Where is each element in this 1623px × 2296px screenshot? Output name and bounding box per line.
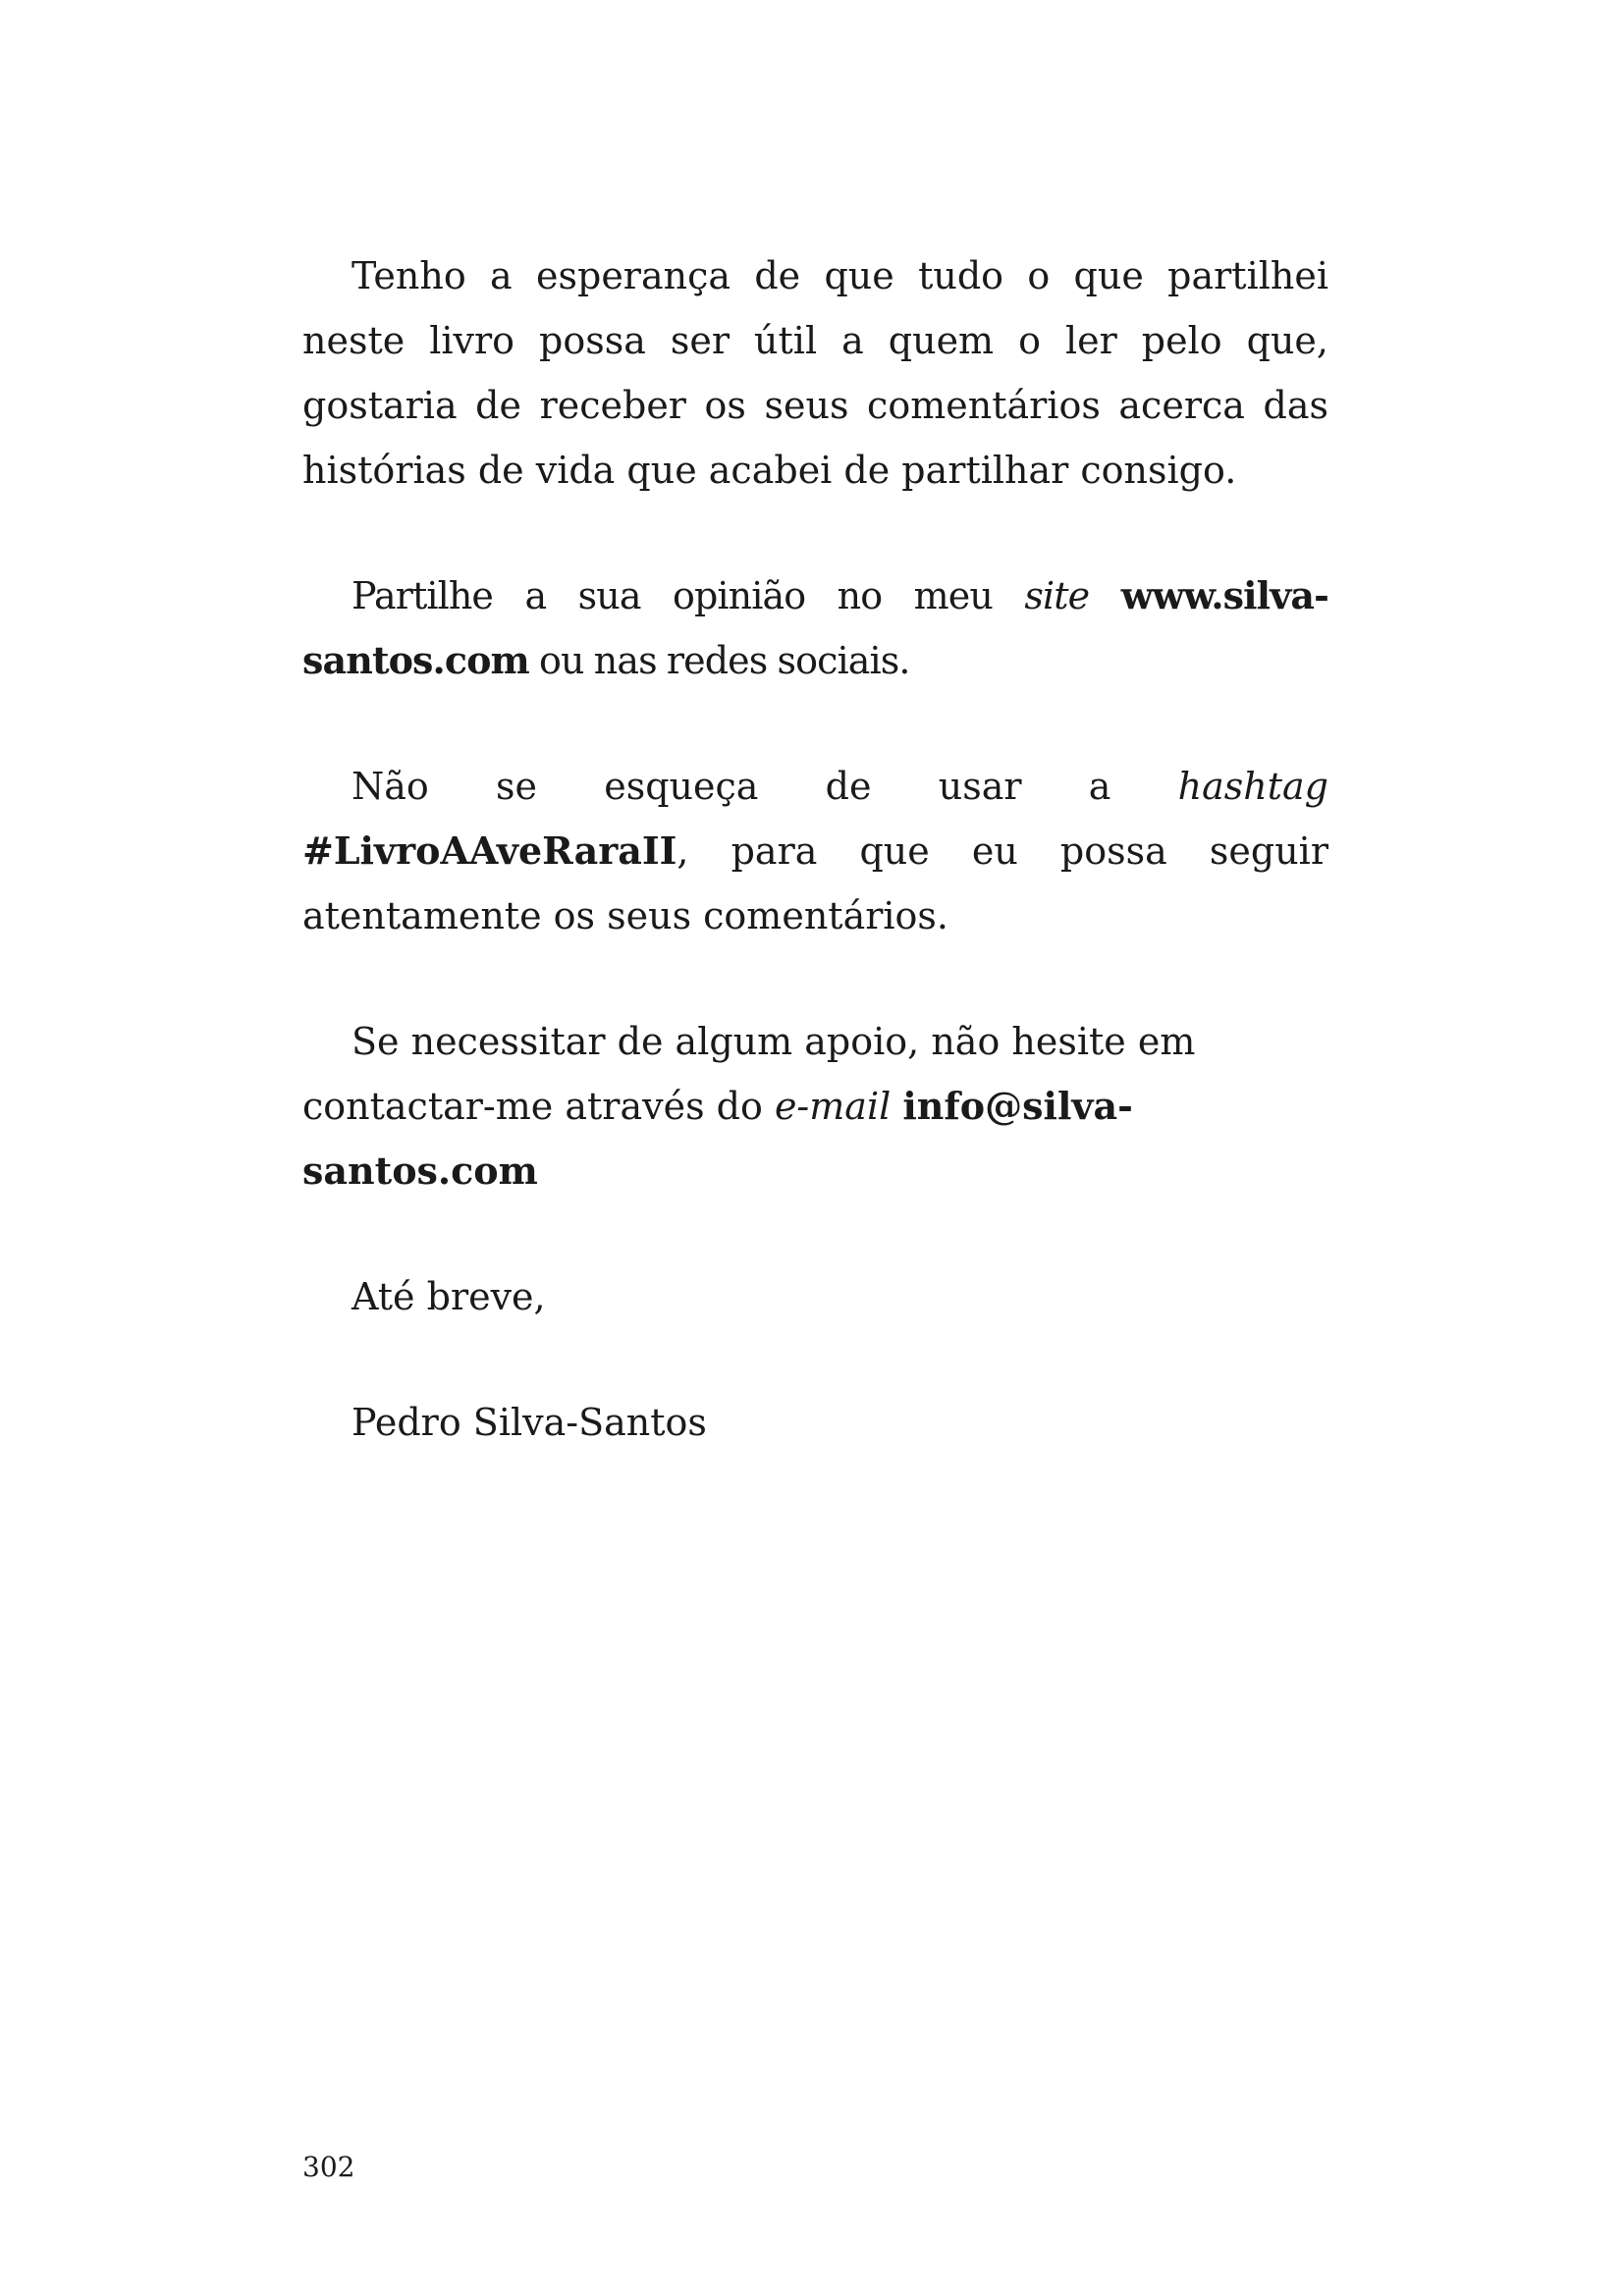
email-word: e-mail (774, 1085, 892, 1128)
share-text-after: ou nas redes sociais. (539, 639, 910, 682)
hashtag-value: #LivroAAveRaraII (302, 828, 677, 873)
closing-line: Até breve, (352, 1275, 546, 1318)
website-link[interactable]: www.silva-santos.com (302, 573, 1328, 682)
signature: Pedro Silva-Santos (352, 1401, 707, 1444)
paragraph-hope: Tenho a esperança de que tudo o que partilhei neste livro possa ser útil a quem o ler pelo que, gostaria de receber os seus comentários acerca das histórias de vida que acabei de partilhar consigo. (302, 254, 1328, 492)
share-text: Partilhe a sua opinião no meu (352, 574, 1025, 617)
hashtag-text: Não se esqueça de usar a (352, 765, 1178, 808)
paragraph-hashtag (302, 754, 1328, 948)
paragraph-share-opinion (302, 563, 1328, 693)
hashtag-word: hashtag (1177, 765, 1328, 808)
hashtag-text-after: , para que eu possa seguir atentamente os seus comentários. (302, 829, 1328, 937)
support-text: Se necessitar de algum apoio, não hesite em contactar-me através do (302, 1020, 1196, 1128)
page-number: 302 (302, 2151, 355, 2183)
page-body (302, 243, 1328, 1516)
site-word: site (1024, 574, 1090, 617)
email-link[interactable]: info@silva-santos.com (302, 1084, 1133, 1193)
paragraph-support (302, 1009, 1328, 1203)
